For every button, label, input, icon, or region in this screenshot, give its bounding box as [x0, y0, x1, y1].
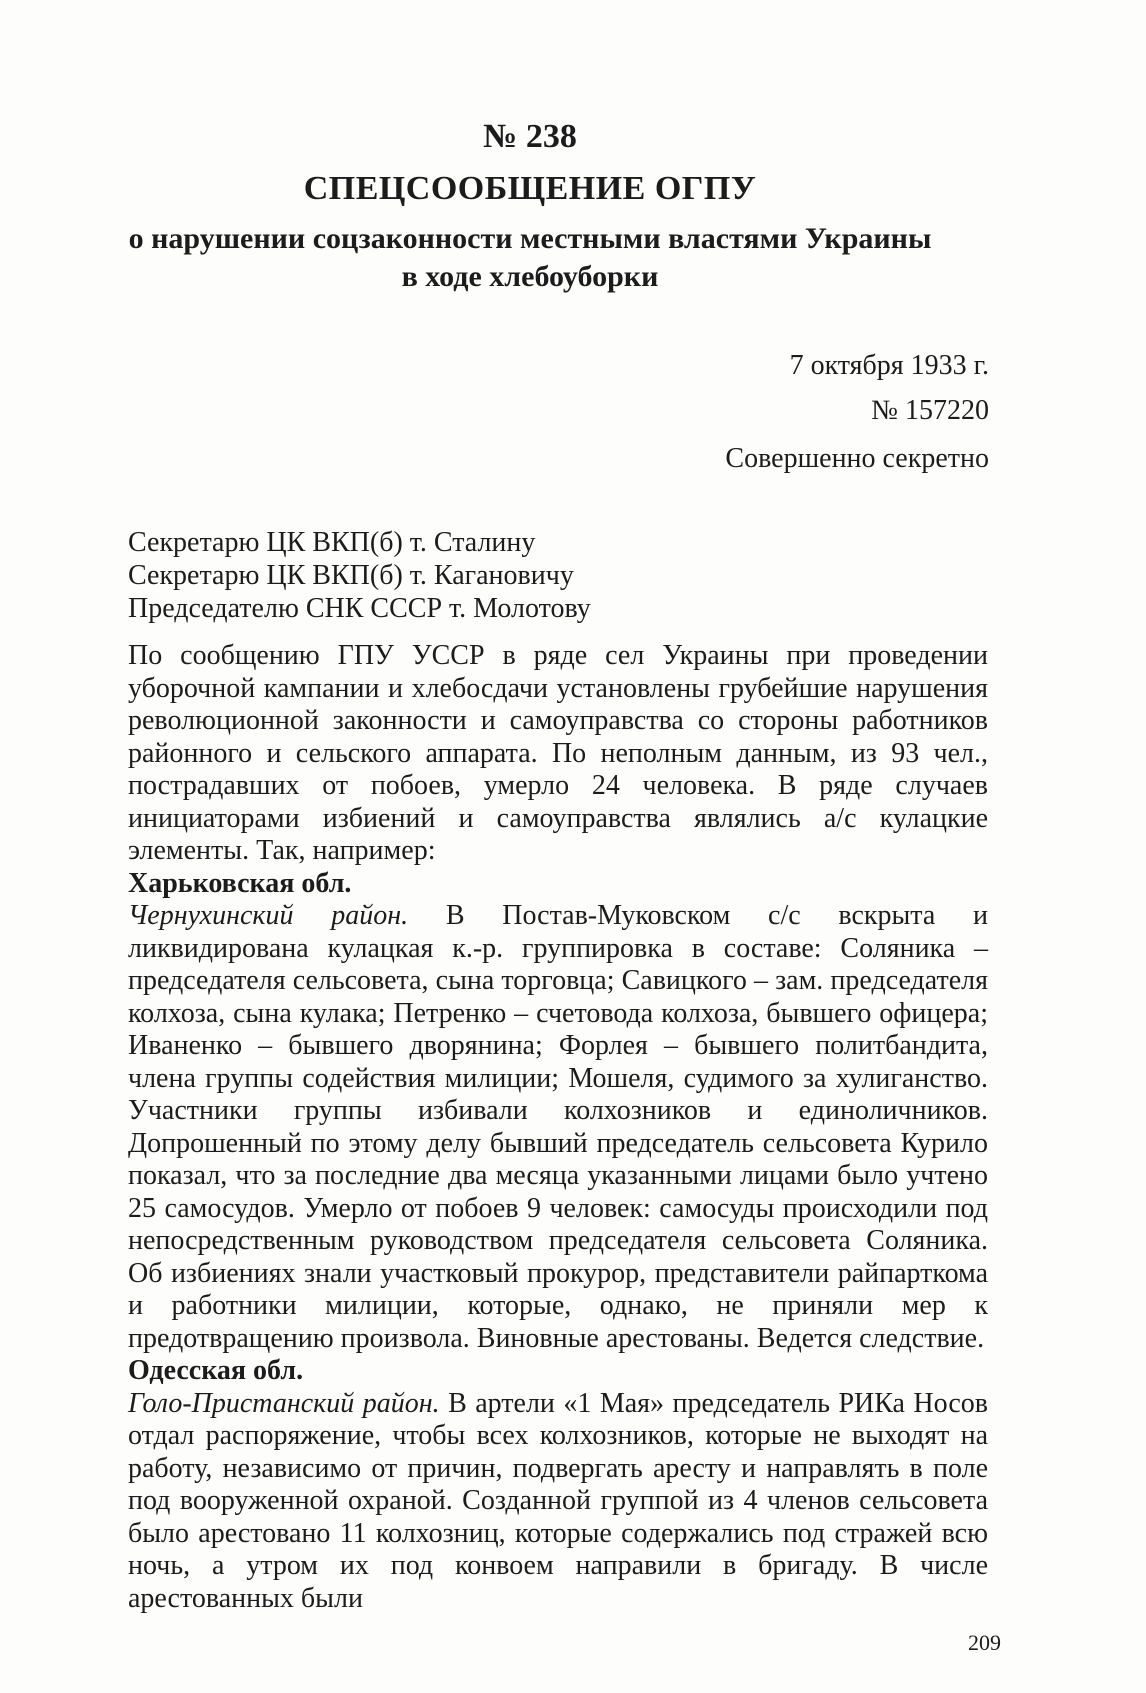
document-date: 7 октября 1933 г. [789, 350, 989, 381]
section-text: В Постав-Муковском с/с вскрыта и ликвидирована кулацкая к.-р. группировка в составе: Соляника – председателя сельсовета, сына торговца; Савицкого – зам. председателя колхоза, сына кулака; Петренко – счетовода колхоза, бывшего офицера; Иваненко – бывшего дворянина; Форлея – бывшего политбандита, члена группы содействия милиции; Мошеля, судимого за хулиганство. Участники группы избивали колхозников и единоличников. Допрошенный по этому делу бывший председатель сельсовета Курило показал, что за последние два месяца указанными лицами было учтено 25 самосудов. Умерло от побоев 9 человек: самосуды происходили под непосредственным руководством председателя сельсовета Соляника. Об избиениях знали участковый прокурор, представители райпарткома и работники милиции, которые, однако, не приняли мер к предотвращению произвола. Виновные арестованы. Ведется следствие. [128, 900, 988, 1354]
addressee: Секретарю ЦК ВКП(б) т. Кагановичу [128, 560, 574, 591]
district-name: Чернухинский район. [128, 900, 409, 931]
document-title: СПЕЦСООБЩЕНИЕ ОГПУ [303, 170, 757, 207]
section-paragraph [128, 1388, 988, 1616]
page-number: 209 [968, 1630, 1001, 1655]
district-name: Голо-Пристанский район. [128, 1387, 440, 1419]
document-number: № 238 [483, 118, 577, 155]
region-heading: Одесская обл. [128, 1355, 304, 1386]
addressee: Председателю СНК СССР т. Молотову [128, 593, 591, 624]
addressee: Секретарю ЦК ВКП(б) т. Сталину [128, 527, 536, 558]
section-text: В артели «1 Мая» председатель РИКа Носов отдал распоряжение, чтобы всех колхозников, которые не выходят на работу, независимо от причин, подвергать аресту и направлять в поле под вооруженной охраной. Созданной группой из 4 членов сельсовета было арестовано 11 колхозниц, которые содержались под стражей всю ночь, а утром их под конвоем направили в бригаду. В числе арестованных были [128, 1387, 988, 1614]
document-registry-number: № 157220 [871, 395, 989, 426]
document-subtitle [0, 220, 1060, 296]
addressee-list [128, 526, 591, 625]
classification-label: Совершенно секретно [725, 443, 989, 474]
region-heading: Харьковская обл. [128, 867, 352, 899]
subtitle-line-1: о нарушении соцзаконности местными властями Украины [128, 222, 932, 255]
intro-paragraph: По сообщению ГПУ УССР в ряде сел Украины при проведении уборочной кампании и хлебосдачи установлены грубейшие нарушения революционной законности и самоуправства со стороны работников районного и сельского аппарата. По неполным данным, из 93 чел., пострадавших от побоев, умерло 24 человека. В ряде случаев инициаторами избиений и самоуправства являлись а/с кулацкие элементы. Так, например: [128, 640, 988, 866]
section-paragraph [128, 900, 988, 1355]
document-body [128, 640, 988, 1615]
subtitle-line-2: в ходе хлебоуборки [401, 260, 659, 293]
